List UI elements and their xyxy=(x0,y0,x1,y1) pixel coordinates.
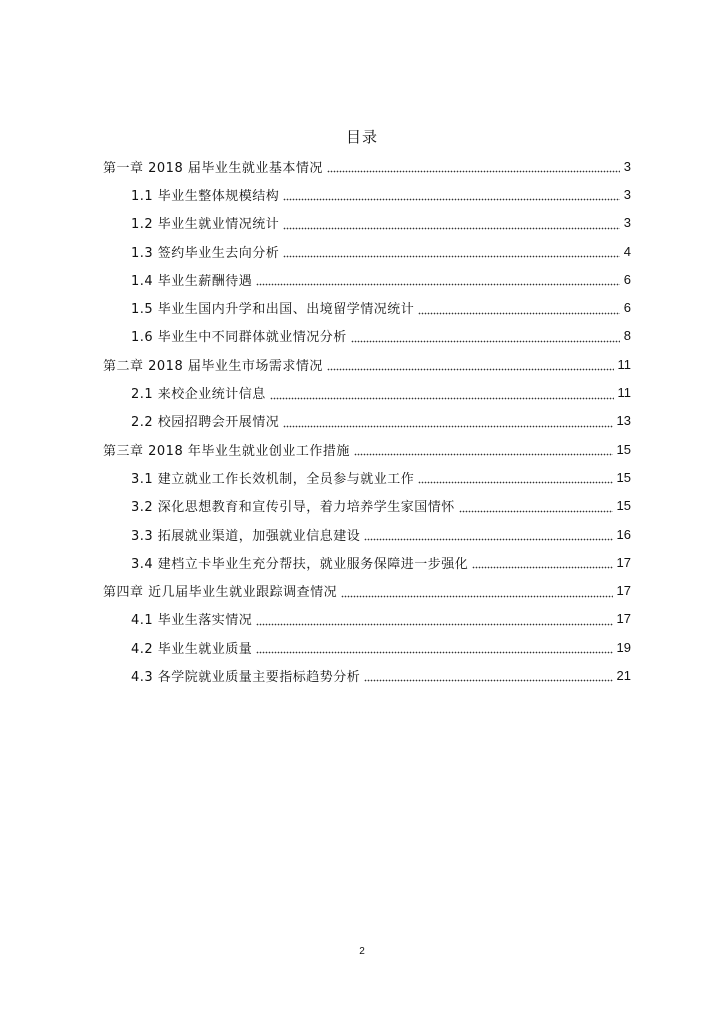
toc-entry-label: 4.3 各学院就业质量主要指标趋势分析 xyxy=(131,669,361,685)
toc-entry-page: 15 xyxy=(616,498,631,514)
toc-entry[interactable] xyxy=(103,237,631,265)
toc-entry-page: 21 xyxy=(616,667,631,683)
toc-entry[interactable] xyxy=(103,576,631,604)
toc-entry-label: 第二章 2018 届毕业生市场需求情况 xyxy=(103,358,323,374)
toc-entry[interactable] xyxy=(103,152,631,180)
toc-entry-page: 11 xyxy=(617,356,631,372)
toc-leader-dots xyxy=(418,474,612,484)
toc-leader-dots xyxy=(256,644,612,654)
toc-entry[interactable] xyxy=(103,605,631,633)
toc-entry[interactable] xyxy=(103,293,631,321)
toc-entry-label: 1.5 毕业生国内升学和出国、出境留学情况统计 xyxy=(131,302,415,318)
toc-leader-dots xyxy=(418,305,619,315)
toc-leader-dots xyxy=(472,559,612,569)
toc-entry[interactable] xyxy=(103,520,631,548)
toc-entry[interactable] xyxy=(103,378,631,406)
toc-title: 目录 xyxy=(345,128,378,146)
toc-leader-dots xyxy=(459,503,613,513)
toc-entry[interactable] xyxy=(103,492,631,520)
toc-leader-dots xyxy=(283,191,619,201)
toc-entry-page: 17 xyxy=(616,611,631,627)
toc-leader-dots xyxy=(283,418,612,428)
toc-entry[interactable] xyxy=(103,265,631,293)
toc-entry-page: 4 xyxy=(623,243,631,259)
toc-leader-dots xyxy=(270,390,614,400)
toc-entry-label: 第一章 2018 届毕业生就业基本情况 xyxy=(103,160,323,176)
toc-entry-label: 1.6 毕业生中不同群体就业情况分析 xyxy=(131,330,347,346)
toc-entry[interactable] xyxy=(103,407,631,435)
toc-entry-page: 17 xyxy=(616,554,631,570)
toc-leader-dots xyxy=(283,248,619,258)
toc-entry-label: 1.2 毕业生就业情况统计 xyxy=(131,217,280,233)
toc-entry[interactable] xyxy=(103,180,631,208)
toc-entry-label: 3.1 建立就业工作长效机制，全员参与就业工作 xyxy=(131,471,415,487)
toc-entry-page: 16 xyxy=(616,526,631,542)
toc-entry[interactable] xyxy=(103,350,631,378)
toc-entry[interactable] xyxy=(103,435,631,463)
toc-entry[interactable] xyxy=(103,633,631,661)
toc-leader-dots xyxy=(256,616,612,626)
toc-entry-page: 3 xyxy=(623,186,631,202)
toc-list xyxy=(103,152,631,690)
toc-entry-label: 4.1 毕业生落实情况 xyxy=(131,613,253,629)
toc-entry-page: 3 xyxy=(623,158,631,174)
toc-entry-page: 13 xyxy=(616,413,631,429)
toc-entry-page: 15 xyxy=(616,441,631,457)
toc-leader-dots xyxy=(354,446,613,456)
toc-entry-label: 3.3 拓展就业渠道，加强就业信息建设 xyxy=(131,528,361,544)
toc-entry-page: 3 xyxy=(623,215,631,231)
toc-leader-dots xyxy=(364,672,612,682)
toc-entry-label: 第三章 2018 年毕业生就业创业工作措施 xyxy=(103,443,350,459)
toc-entry-page: 6 xyxy=(623,271,631,287)
toc-entry[interactable] xyxy=(103,548,631,576)
toc-entry-label: 1.1 毕业生整体规模结构 xyxy=(131,188,280,204)
toc-leader-dots xyxy=(283,220,619,230)
toc-entry[interactable] xyxy=(103,322,631,350)
toc-entry[interactable] xyxy=(103,209,631,237)
page-number: 2 xyxy=(359,946,365,957)
toc-entry-label: 第四章 近几届毕业生就业跟踪调查情况 xyxy=(103,585,338,601)
toc-leader-dots xyxy=(256,276,619,286)
toc-entry-label: 2.1 来校企业统计信息 xyxy=(131,387,266,403)
toc-entry[interactable] xyxy=(103,661,631,689)
toc-entry-page: 15 xyxy=(616,469,631,485)
toc-leader-dots xyxy=(327,361,614,371)
toc-entry-page: 6 xyxy=(623,300,631,316)
toc-entry-label: 4.2 毕业生就业质量 xyxy=(131,641,253,657)
toc-entry[interactable] xyxy=(103,463,631,491)
toc-entry-label: 3.2 深化思想教育和宣传引导，着力培养学生家国情怀 xyxy=(131,500,455,516)
toc-leader-dots xyxy=(327,163,620,173)
toc-entry-label: 3.4 建档立卡毕业生充分帮扶，就业服务保障进一步强化 xyxy=(131,556,469,572)
toc-entry-page: 19 xyxy=(616,639,631,655)
toc-entry-page: 17 xyxy=(616,583,631,599)
toc-entry-label: 1.4 毕业生薪酬待遇 xyxy=(131,273,253,289)
toc-entry-label: 2.2 校园招聘会开展情况 xyxy=(131,415,280,431)
toc-entry-page: 11 xyxy=(617,385,631,401)
toc-entry-page: 8 xyxy=(623,328,631,344)
toc-leader-dots xyxy=(351,333,620,343)
toc-entry-label: 1.3 签约毕业生去向分析 xyxy=(131,245,280,261)
toc-leader-dots xyxy=(341,588,612,598)
toc-leader-dots xyxy=(364,531,612,541)
